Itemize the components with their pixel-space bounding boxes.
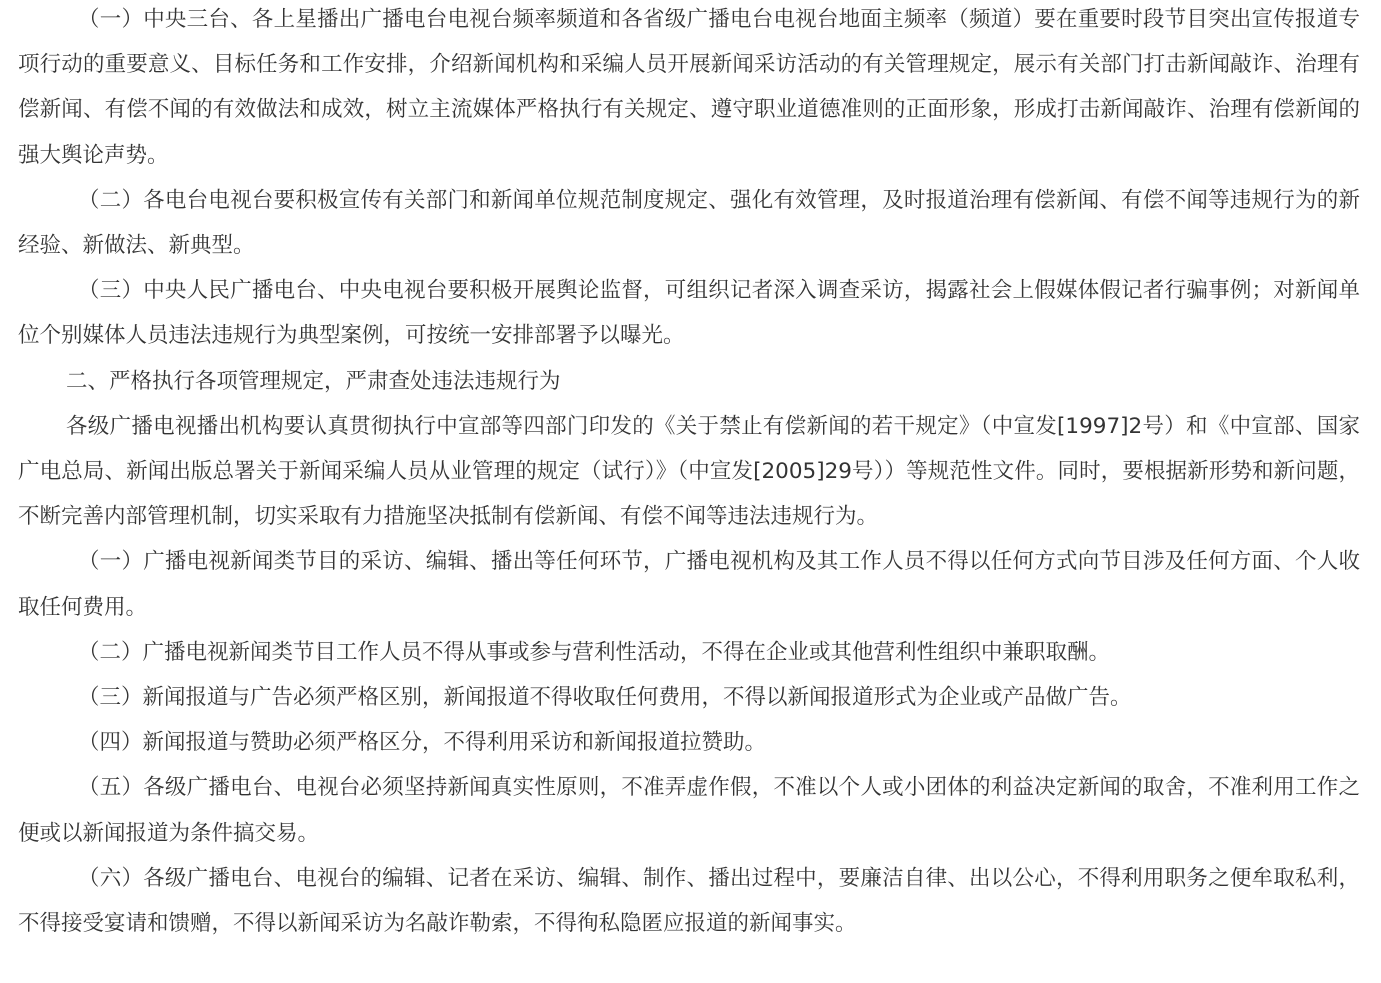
section-heading-strict-enforcement: 二、严格执行各项管理规定，严肃查处违法违规行为 [66,368,561,394]
paragraph-6-no-fees: （一）广播电视新闻类节目的采访、编辑、播出等任何环节，广播电视机构及其工作人员不得以任何方式向节目涉及任何方面、个人收取任何费用。 [18,549,1360,620]
paragraph-10-truthfulness: （五）各级广播电台、电视台必须坚持新闻真实性原则，不准弄虚作假，不准以个人或小团体的利益决定新闻的取舍，不准利用工作之便或以新闻报道为条件搞交易。 [18,775,1360,846]
paragraph-1-central-broadcasters-publicity: （一）中央三台、各上星播出广播电台电视台频率频道和各省级广播电台电视台地面主频率（频道）要在重要时段节目突出宣传报道专项行动的重要意义、目标任务和工作安排，介绍新闻机构和采编人员开展新闻采访活动的有关管理规定，展示有关部门打击新闻敲诈、治理有偿新闻、有偿不闻的有效做法和成效，树立主流媒体严格执行有关规定、遵守职业道德准则的正面形象，形成打击新闻敲诈、治理有偿新闻的强大舆论声势。 [18,7,1360,168]
paragraph-7-no-profit-activities: （二）广播电视新闻类节目工作人员不得从事或参与营利性活动，不得在企业或其他营利性组织中兼职取酬。 [78,639,1111,665]
paragraph-2-promote-regulations: （二）各电台电视台要积极宣传有关部门和新闻单位规范制度规定、强化有效管理，及时报道治理有偿新闻、有偿不闻等违规行为的新经验、新做法、新典型。 [18,187,1360,259]
paragraph-8-news-vs-ads: （三）新闻报道与广告必须严格区别，新闻报道不得收取任何费用，不得以新闻报道形式为企业或产品做广告。 [78,685,1132,711]
article-body [18,0,1360,946]
paragraph-5-implement-regulations: 各级广播电视播出机构要认真贯彻执行中宣部等四部门印发的《关于禁止有偿新闻的若干规定》（中宣发[1997]2号）和《中宣部、国家广电总局、新闻出版总署关于新闻采编人员从业管理的规定（试行）》（中宣发[2005]29号））等规范性文件。同时，要根据新形势和新问题，不断完善内部管理机制，切实采取有力措施坚决抵制有偿新闻、有偿不闻等违法违规行为。 [18,413,1360,530]
paragraph-9-news-vs-sponsorship: （四）新闻报道与赞助必须严格区分，不得利用采访和新闻报道拉赞助。 [78,730,767,756]
paragraph-11-integrity: （六）各级广播电台、电视台的编辑、记者在采访、编辑、制作、播出过程中，要廉洁自律、出以公心，不得利用职务之便牟取私利，不得接受宴请和馈赠，不得以新闻采访为名敲诈勒索，不得徇私隐匿应报道的新闻事实。 [18,865,1360,937]
paragraph-3-public-opinion-supervision: （三）中央人民广播电台、中央电视台要积极开展舆论监督，可组织记者深入调查采访，揭露社会上假媒体假记者行骗事例；对新闻单位个别媒体人员违法违规行为典型案例，可按统一安排部署予以曝光。 [18,278,1360,349]
